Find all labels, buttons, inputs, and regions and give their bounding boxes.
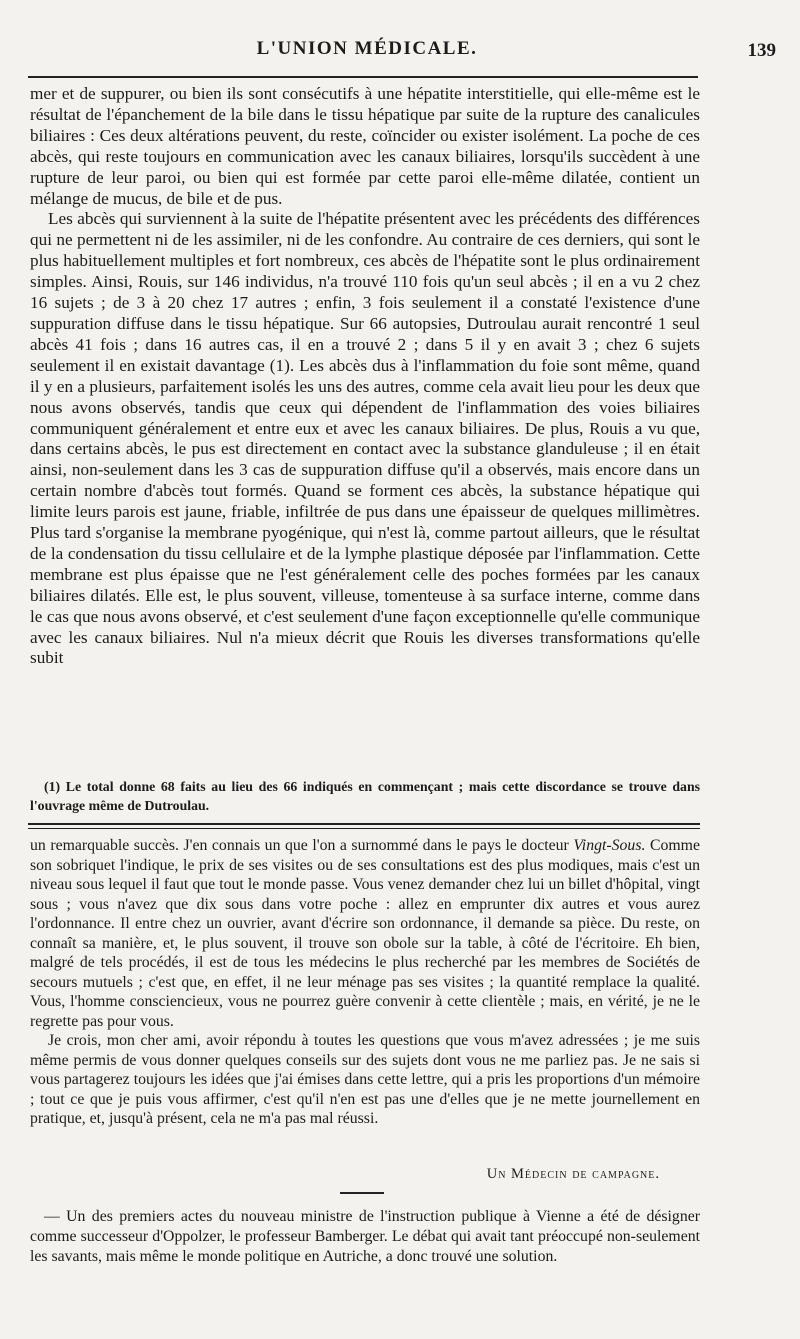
footnote-text: (1) Le total donne 68 faits au lieu des 66 indiqués en commençant ; mais cette discordance se trouve dans l'ouvrage même de Dutroulau. [30,779,700,813]
letter-text: Comme son sobriquet l'indique, le prix de ses visites ou de ses consultations est des plus modiques, mais c'est un niveau sous lequel il faut que tout le monde passe. Vous venez demander chez lui un billet d'hôpital, vingt sous ; vous n'avez que dix sous dans votre poche : allez en emprunter dix autres et vous aurez l'ordonnance. Il entre chez un ouvrier, avant d'écrire son ordonnance, il demande sa pièce. Du reste, on connaît sa manière, et, le plus souvent, il trouve son obole sur la table, à côté de l'écritoire. Eh bien, malgré de tels procédés, il est de tous les médecins le plus recherché par les membres de Sociétés de secours mutuels ; c'est que, en effet, il ne leur ménage pas ses visites ; la quantité remplace la qualité. Vous, l'homme consciencieux, vous ne pourrez guère convenir à cette clientèle ; mais, en vérité, je ne le regrette pas pour vous. [30,837,700,1030]
letter-paragraph [30,836,700,1031]
news-text: — Un des premiers actes du nouveau ministre de l'instruction publique à Vienne a été de désigner comme successeur d'Oppolzer, le professeur Bamberger. Le débat qui avait tant préoccupé non-seulement les savants, mais même le monde politique en Autriche, a donc trouvé une solution. [30,1208,700,1265]
page-header [30,34,776,70]
main-article [30,84,700,669]
news-item [30,1207,700,1267]
nickname-italic: Vingt-Sous. [573,837,646,854]
header-rule [28,76,698,78]
page-number: 139 [747,40,776,61]
article-paragraph: Les abcès qui surviennent à la suite de l'hépatite présentent avec les précédents des différences qui ne permettent ni de les assimiler, ni de les confondre. Au contraire de ces derniers, qui sont le plus habituellement multiples et fort nombreux, ces abcès de l'hépatite sont le plus ordinairement simples. Ainsi, Rouis, sur 146 individus, n'a trouvé 110 fois qu'un seul abcès ; il en a vu 2 chez 16 sujets ; de 3 à 20 chez 17 autres ; enfin, 3 fois seulement il a constaté l'existence d'une suppuration diffuse dans le tissu hépatique. Sur 66 autopsies, Dutroulau aurait rencontré 1 seul abcès 41 fois ; dans 16 autres cas, il en a trouvé 2 ; dans 5 il y en avait 3 ; chez 6 sujets seulement il en existait davantage (1). Les abcès dus à l'inflammation du foie sont même, quand il y en a plusieurs, parfaitement isolés les uns des autres, comme cela avait lieu pour les deux que nous avons observés, tandis que ceux qui dépendent de l'inflammation des voies biliaires communiquent généralement et entre eux et avec les canaux biliaires. De plus, Rouis a vu que, dans certains abcès, le pus est directement en contact avec la substance glanduleuse ; il en était ainsi, non-seulement dans les 3 cas de suppuration diffuse qu'il a observés, mais encore dans un certain nombre d'abcès tout formés. Quand se forment ces abcès, la substance hépatique qui limite leurs parois est jaune, friable, infiltrée de pus dans une épaisseur de quelques millimètres. Plus tard s'organise la membrane pyogénique, qui n'est là, comme partout ailleurs, que le résultat de la condensation du tissu cellulaire et de la lymphe plastique déposée par l'inflammation. Cette membrane est plus épaisse que ne l'est généralement celle des poches formées par les canaux biliaires dilatés. Elle est, le plus souvent, villeuse, tomenteuse à sa surface interne, comme dans le cas que nous avons observé, et c'est seulement d'une façon exceptionnelle qu'elle communique avec les canaux biliaires. Nul n'a mieux décrit que Rouis les diverses transformations qu'elle subit [30,209,700,668]
letter-paragraph: Je crois, mon cher ami, avoir répondu à toutes les questions que vous m'avez adressées ; je me suis même permis de vous donner quelques conseils sur des sujets dont vous ne me parliez pas. Je ne sais si vous partagerez toujours les idées que j'ai émises dans cette lettre, qui a pris les proportions d'un mémoire ; tout ce que je puis vous affirmer, c'est qu'il n'en est pas une d'elles que je ne mette journellement en pratique, et, jusqu'à présent, cela ne m'a pas mal réussi. [30,1032,700,1127]
letter-signature: Un Médecin de campagne. [486,1166,660,1182]
section-divider [28,823,700,829]
feuilleton-letter [30,836,700,1129]
letter-text: un remarquable succès. J'en connais un que l'on a surnommé dans le pays le docteur [30,837,574,854]
article-paragraph: mer et de suppurer, ou bien ils sont consécutifs à une hépatite interstitielle, qui elle-même est le résultat de l'épanchement de la bile dans le tissu hépatique par suite de la rupture des canalicules biliaires : Ces deux altérations peuvent, du reste, coïncider ou exister isolément. La poche de ces abcès, qui reste toujours en communication avec les canaux biliaires, lorsqu'ils succèdent à une rupture de leur paroi, ou bien qui est formée par cette paroi elle-même dilatée, contient un mélange de mucus, de bile et de pus. [30,84,700,208]
journal-title: L'UNION MÉDICALE. [256,38,478,59]
short-divider [340,1192,384,1194]
footnote [30,778,700,815]
